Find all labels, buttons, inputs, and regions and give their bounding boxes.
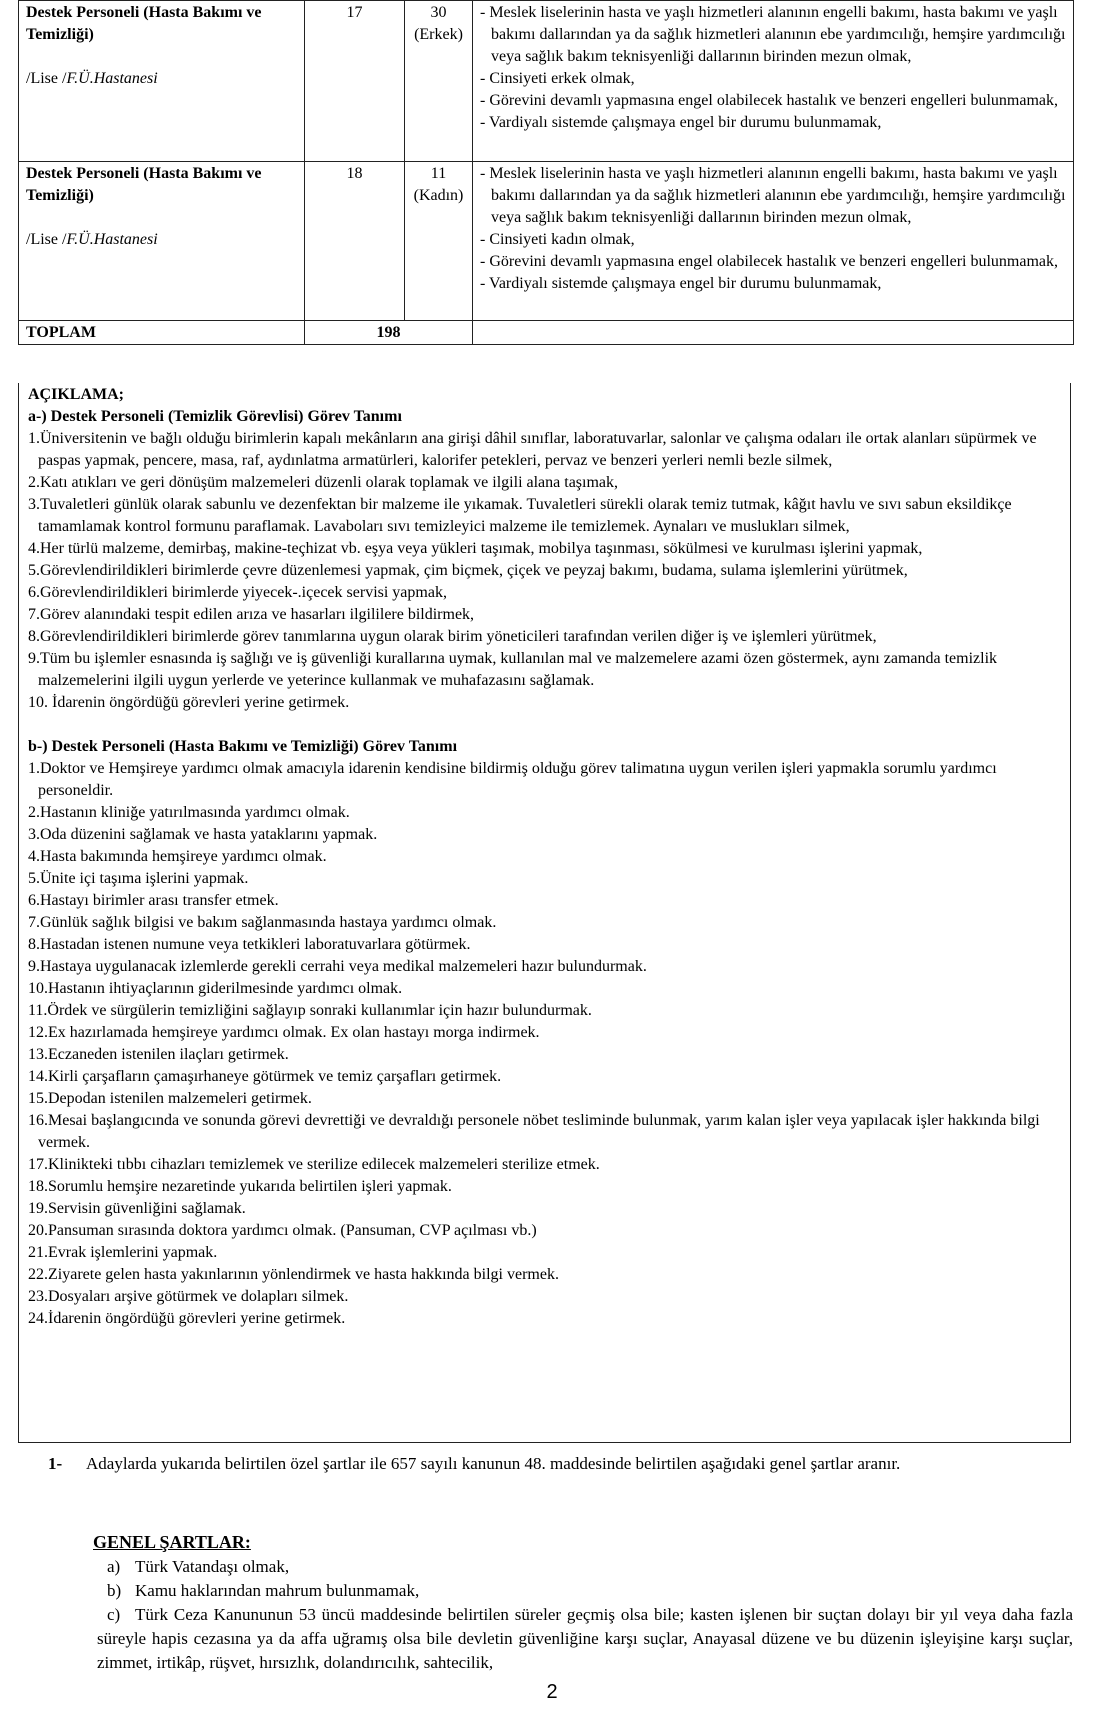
list-item: 15.Depodan istenilen malzemeleri getirmek. [28,1090,312,1107]
table-row [19,1,1074,162]
requirements-list [480,2,1066,134]
list-item: - Vardiyalı sistemde çalışmaya engel bir durumu bulunmamak, [480,275,882,292]
list-item: 2.Katı atıkları ve geri dönüşüm malzemeleri düzenli olarak toplamak ve ilgili alana taşımak, [28,474,619,491]
item-text: Kamu haklarından mahrum bulunmamak, [135,1581,420,1600]
list-item: 17.Klinikteki tıbbı cihazları temizlemek ve sterilize edilecek malzemeleri sterilize etmek. [28,1156,600,1173]
item-text: Türk Ceza Kanununun 53 üncü maddesinde belirtilen süreler geçmiş olsa bile; kasten işlenen bir suçtan dolayı bir yıl veya daha fazla süreyle hapis cezasına ya da affa uğramış olsa bile devletin güvenliğine karşı suçlar, Anayasal düzene ve bu düzenin işleyişine karşı suçlar, zimmet, irtikâp, rüşvet, hırsızlık, dolandırıcılık, sahtecilik, [97,1605,1073,1672]
section-b-title: b-) Destek Personeli (Hasta Bakımı ve Temizliği) Görev Tanımı [28,738,458,755]
position-gender: (Kadın) [413,187,464,204]
list-item: 18.Sorumlu hemşire nezaretinde yukarıda belirtilen işleri yapmak. [28,1178,452,1195]
list-item: 10.Hastanın ihtiyaçlarının giderilmesinde yardımcı olmak. [28,980,403,997]
position-count-cell [405,162,473,321]
list-item: 10. İdarenin öngördüğü görevleri yerine getirmek. [28,694,350,711]
position-title: Destek Personeli (Hasta Bakımı ve Temizliği) [26,4,262,43]
position-count: 30 [430,4,447,21]
list-item: 7.Günlük sağlık bilgisi ve bakım sağlanmasında hastaya yardımcı olmak. [28,914,497,931]
general-conditions-list [97,1555,1073,1675]
list-item: 11.Ördek ve sürgülerin temizliğini sağlayıp sonraki kullanımlar için hazır bulundurmak. [28,1002,592,1019]
list-item [107,1579,1073,1603]
list-item: 14.Kirli çarşafların çamaşırhaneye götürmek ve temiz çarşafları getirmek. [28,1068,502,1085]
general-note [48,1452,1073,1476]
section-b-list [28,758,1062,1330]
position-name-cell [19,1,305,162]
list-item: 3.Oda düzenini sağlamak ve hasta yataklarını yapmak. [28,826,378,843]
list-item: - Görevini devamlı yapmasına engel olabilecek hastalık ve benzeri engelleri bulunmamak, [480,253,1059,270]
total-label: TOPLAM [19,321,305,345]
list-item: - Meslek liselerinin hasta ve yaşlı hizmetleri alanının engelli bakımı, hasta bakımı ve yaşlı bakımı dallarından ya da sağlık hizmetleri alanının ebe yardımcılığı, hemşire yardımcılığı veya sağlık bakım teknisyenliği dallarının birinden mezun olmak, [480,165,1066,226]
list-item [107,1555,1073,1579]
explanation-box [18,383,1071,1443]
positions-table [18,0,1074,345]
list-item: 20.Pansuman sırasında doktora yardımcı olmak. (Pansuman, CVP açılması vb.) [28,1222,537,1239]
list-item: 19.Servisin güvenliğini sağlamak. [28,1200,246,1217]
list-item: 12.Ex hazırlamada hemşireye yardımcı olmak. Ex olan hastayı morga indirmek. [28,1024,540,1041]
list-item: 16.Mesai başlangıcında ve sonunda görevi devrettiği ve devraldığı personele nöbet tesliminde bulunmak, yarım kalan işler veya yapılacak işler hakkında bilgi vermek. [28,1112,1040,1151]
list-item: 8.Hastadan istenen numune veya tetkikleri laboratuvarlara götürmek. [28,936,471,953]
list-item: 3.Tuvaletleri günlük olarak sabunlu ve dezenfektan bir malzeme ile yıkamak. Tuvaletleri sürekli olarak temiz tutmak, kâğıt havlu ve sıvı sabun eksildikçe tamamlamak kontrol formunu paraflamak. Lavaboları sıvı temizleyici malzeme ile temizlemek. Aynaları ve muslukları silmek, [28,496,1012,535]
position-requirements-cell [473,1,1074,162]
item-marker: c) [107,1605,121,1624]
list-item: - Görevini devamlı yapmasına engel olabilecek hastalık ve benzeri engelleri bulunmamak, [480,92,1059,109]
list-item: 6.Görevlendirildikleri birimlerde yiyecek-.içecek servisi yapmak, [28,584,447,601]
total-empty-cell [473,321,1074,345]
requirements-list [480,163,1066,295]
general-conditions-title: GENEL ŞARTLAR: [93,1532,251,1552]
list-item: 22.Ziyarete gelen hasta yakınlarının yönlendirmek ve hasta hakkında bilgi vermek. [28,1266,559,1283]
position-title: Destek Personeli (Hasta Bakımı ve Temizliği) [26,165,262,204]
list-item: - Cinsiyeti erkek olmak, [480,70,635,87]
explanation-heading: AÇIKLAMA; [28,386,124,403]
item-marker: a) [107,1557,121,1576]
list-item: 23.Dosyaları arşive götürmek ve dolapları silmek. [28,1288,349,1305]
position-count: 11 [430,165,447,182]
list-item [97,1603,1073,1675]
list-item: 9.Hastaya uygulanacak izlemlerde gerekli cerrahi veya medikal malzemeleri hazır bulundurmak. [28,958,647,975]
section-a-title: a-) Destek Personeli (Temizlik Görevlisi) Görev Tanımı [28,408,402,425]
list-item: - Cinsiyeti kadın olmak, [480,231,635,248]
list-item: 13.Eczaneden istenilen ilaçları getirmek. [28,1046,289,1063]
list-item: - Vardiyalı sistemde çalışmaya engel bir durumu bulunmamak, [480,114,882,131]
list-item: 9.Tüm bu işlemler esnasında iş sağlığı ve iş güvenliği kurallarına uymak, kullanılan mal ve malzemelere azami özen göstermek, aynı zamanda temizlik malzemelerini ilgili uygun yerlerde ve yeterince kullanmak ve muhafazasını sağlamak. [28,650,998,689]
list-item: 24.İdarenin öngördüğü görevleri yerine getirmek. [28,1310,346,1327]
position-code-cell: 18 [305,162,405,321]
spacer [28,714,1062,736]
position-code-cell: 17 [305,1,405,162]
table-row [19,162,1074,321]
item-marker: b) [107,1581,122,1600]
position-education: /Lise /F.Ü.Hastanesi [26,70,158,87]
list-item: 4.Her türlü malzeme, demirbaş, makine-teçhizat vb. eşya veya yükleri taşımak, mobilya taşınması, sökülmesi ve kurulması işlerini yapmak, [28,540,923,557]
list-item: 21.Evrak işlemlerini yapmak. [28,1244,218,1261]
position-requirements-cell [473,162,1074,321]
list-item: 7.Görev alanındaki tespit edilen arıza ve hasarları ilgililere bildirmek, [28,606,475,623]
list-item: 6.Hastayı birimler arası transfer etmek. [28,892,279,909]
item-text: Türk Vatandaşı olmak, [135,1557,290,1576]
total-value: 198 [305,321,473,345]
position-name-cell [19,162,305,321]
position-count-cell [405,1,473,162]
page-number: 2 [546,1681,558,1703]
list-item: 8.Görevlendirildikleri birimlerde görev tanımlarına uygun olarak birim yöneticileri tarafından verilen diğer iş ve işlemleri yürütmek, [28,628,877,645]
list-item: 2.Hastanın kliniğe yatırılmasında yardımcı olmak. [28,804,350,821]
list-item: 1.Üniversitenin ve bağlı olduğu birimlerin kapalı mekânların ana girişi dâhil sınıflar, laboratuvarlar, salonlar ve çalışma odaları ile ortak alanları süpürmek ve paspas yapmak, pencere, masa, raf, aydınlatma armatürleri, kalorifer petekleri, pervaz ve benzeri yerleri nemli bezle silmek, [28,430,1037,469]
list-item: 5.Görevlendirildikleri birimlerde çevre düzenlemesi yapmak, çim biçmek, çiçek ve peyzaj bakımı, budama, sulama işlemlerini yürütmek, [28,562,908,579]
position-education: /Lise /F.Ü.Hastanesi [26,231,158,248]
list-item: - Meslek liselerinin hasta ve yaşlı hizmetleri alanının engelli bakımı, hasta bakımı ve yaşlı bakımı dallarından ya da sağlık hizmetleri alanının ebe yardımcılığı, hemşire yardımcılığı veya sağlık bakım teknisyenliği dallarının birinden mezun olmak, [480,4,1066,65]
total-row [19,321,1074,345]
list-item: 5.Ünite içi taşıma işlerini yapmak. [28,870,249,887]
list-item: 1.Doktor ve Hemşireye yardımcı olmak amacıyla idarenin kendisine bildirmiş olduğu görev talimatına uygun verilen işleri yapmakla sorumlu yardımcı personeldir. [28,760,997,799]
list-item: 4.Hasta bakımında hemşireye yardımcı olmak. [28,848,327,865]
note-text: Adaylarda yukarıda belirtilen özel şartlar ile 657 sayılı kanunun 48. maddesinde belirtilen aşağıdaki genel şartlar aranır. [86,1454,901,1473]
position-gender: (Erkek) [414,26,463,43]
section-a-list [28,428,1062,714]
note-number: 1- [48,1454,63,1473]
